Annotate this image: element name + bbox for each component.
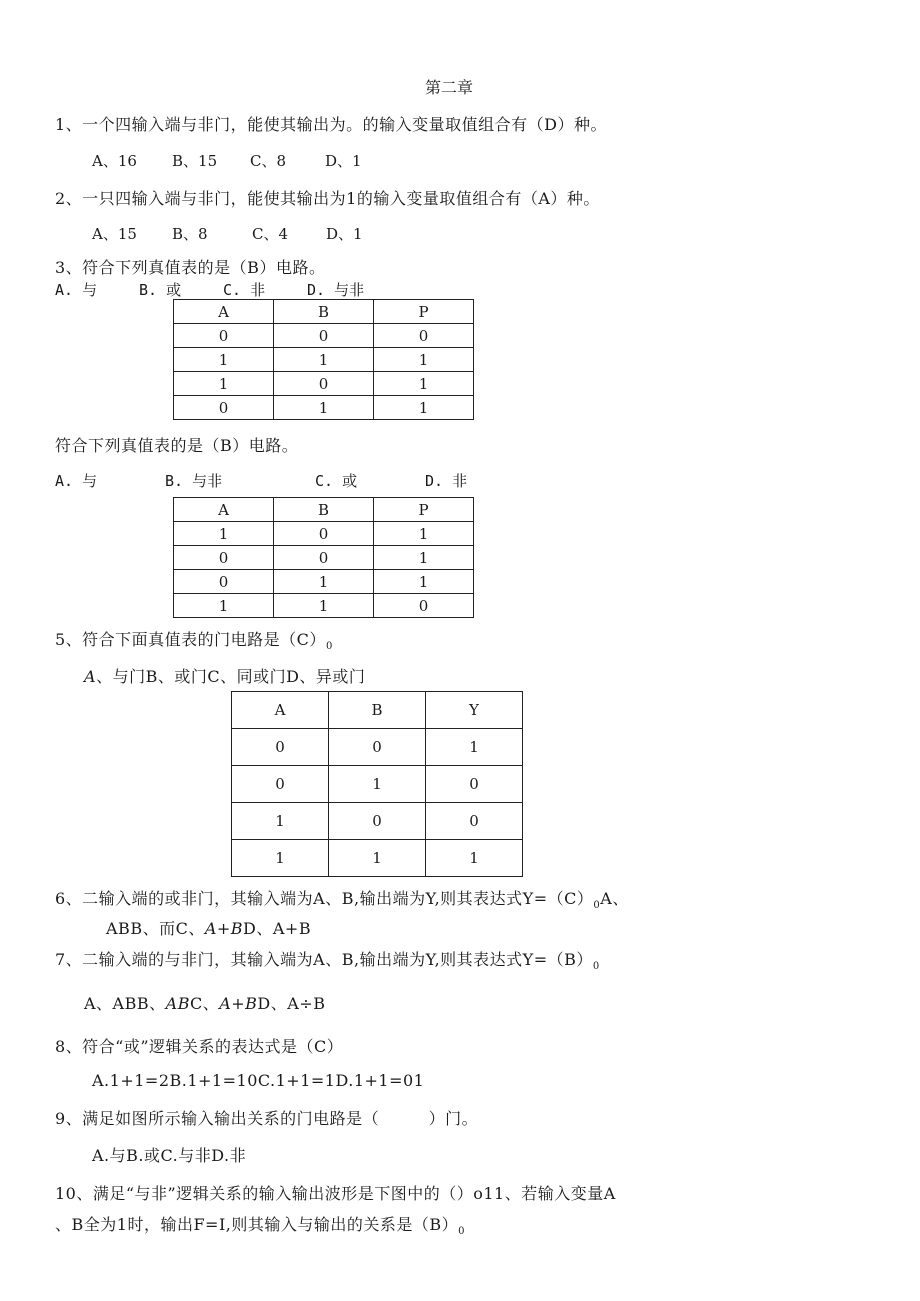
table-cell: 1 (374, 570, 474, 594)
option-a: A. 与 (55, 281, 98, 299)
option-c: C、8 (250, 152, 287, 170)
question-5-text (55, 627, 333, 652)
question-3-options (55, 279, 364, 300)
options-part-b: AB (165, 994, 190, 1013)
header-cell: A (232, 692, 329, 729)
question-6-tail: A、 (600, 889, 629, 908)
option-b: B. 与非 (165, 472, 223, 490)
option-a: A、16 (92, 152, 137, 170)
question-4-text: 符合下列真值表的是（B）电路。 (55, 436, 299, 455)
table-cell: 1 (374, 372, 474, 396)
question-6-sub: 0 (593, 900, 601, 911)
header-cell: B (329, 692, 426, 729)
option-a-prefix: A (84, 667, 97, 686)
table-cell: 0 (232, 766, 329, 803)
table-header-row (232, 692, 523, 729)
table-row (232, 803, 523, 840)
table-cell: 1 (174, 348, 274, 372)
table-cell: 1 (374, 546, 474, 570)
question-11-sub: 0 (458, 1226, 465, 1237)
question-8-options: A.1+1=2B.1+1=10C.1+1=1D.1+1=01 (92, 1071, 425, 1090)
truth-table-q4 (173, 497, 474, 618)
table-cell: 1 (274, 570, 374, 594)
table-cell: 1 (329, 840, 426, 877)
options-part-a: A、ABB、 (84, 994, 166, 1013)
question-2-options (92, 223, 363, 244)
question-6-options (106, 916, 311, 939)
table-cell: 0 (174, 570, 274, 594)
table-row (174, 594, 474, 618)
table-cell: 0 (329, 803, 426, 840)
options-part-b: A+B (204, 919, 244, 938)
table-cell: 0 (274, 546, 374, 570)
options-part-c: D、A+B (243, 919, 312, 938)
header-cell: A (174, 300, 274, 324)
question-5-body: 5、符合下面真值表的门电路是（C） (55, 630, 326, 649)
table-cell: 1 (426, 729, 523, 766)
question-7-sub: 0 (592, 961, 600, 972)
table-row (174, 324, 474, 348)
question-1-options (92, 150, 362, 171)
option-d: D. 与非 (307, 281, 365, 299)
question-4-options (55, 470, 467, 491)
option-c: C. 或 (315, 472, 358, 490)
table-row (232, 840, 523, 877)
table-cell: 0 (274, 372, 374, 396)
table-cell: 0 (174, 546, 274, 570)
option-a: A. 与 (55, 472, 98, 490)
table-cell: 1 (232, 803, 329, 840)
table-cell: 0 (374, 594, 474, 618)
option-b: B. 或 (139, 281, 182, 299)
option-b: B、15 (172, 152, 218, 170)
table-row (174, 372, 474, 396)
question-6-body: 6、二输入端的或非门，其输入端为A、B,输出端为Y,则其表达式Y=（C） (55, 889, 594, 908)
table-cell: 1 (174, 522, 274, 546)
table-row (174, 348, 474, 372)
table-cell: 0 (274, 522, 374, 546)
question-8-text: 8、符合“或”逻辑关系的表达式是（C） (55, 1037, 344, 1056)
table-cell: 1 (374, 522, 474, 546)
table-cell: 0 (426, 803, 523, 840)
table-row (174, 546, 474, 570)
question-7-text (55, 947, 600, 972)
header-cell: P (374, 498, 474, 522)
options-part-c: C、 (189, 994, 220, 1013)
table-header-row (174, 498, 474, 522)
question-5-options (84, 664, 365, 687)
option-d: D. 非 (425, 472, 468, 490)
question-9-options: A.与B.或C.与非D.非 (92, 1146, 247, 1165)
table-cell: 1 (232, 840, 329, 877)
table-row (232, 766, 523, 803)
table-cell: 1 (274, 396, 374, 420)
option-d: D、1 (325, 152, 362, 170)
table-row (174, 570, 474, 594)
options-part-d: A+B (219, 994, 258, 1013)
question-9-text: 9、满足如图所示输入输出关系的门电路是（ ）门。 (55, 1109, 479, 1128)
option-c: C、4 (252, 225, 289, 243)
options-part-a: ABB、而C、 (106, 919, 205, 938)
table-cell: 0 (426, 766, 523, 803)
table-cell: 1 (374, 396, 474, 420)
table-cell: 1 (374, 348, 474, 372)
option-b: B、8 (172, 225, 208, 243)
question-11-text (55, 1212, 465, 1237)
option-c: C. 非 (223, 281, 266, 299)
question-2-text: 2、一只四输入端与非门，能使其输出为1的输入变量取值组合有（A）种。 (55, 189, 600, 208)
table-cell: 1 (274, 348, 374, 372)
table-cell: 0 (329, 729, 426, 766)
table-header-row (174, 300, 474, 324)
header-cell: A (174, 498, 274, 522)
table-cell: 0 (232, 729, 329, 766)
option-a: A、15 (92, 225, 137, 243)
table-cell: 1 (426, 840, 523, 877)
table-cell: 0 (174, 396, 274, 420)
header-cell: B (274, 300, 374, 324)
header-cell: Y (426, 692, 523, 729)
table-row (232, 729, 523, 766)
option-d: D、1 (326, 225, 363, 243)
table-row (174, 396, 474, 420)
table-cell: 0 (374, 324, 474, 348)
truth-table-q5 (231, 691, 523, 877)
question-11-body: 、B全为1时，输出F=I,则其输入与输出的关系是（B） (55, 1215, 459, 1234)
question-1-text: 1、一个四输入端与非门，能使其输出为。的输入变量取值组合有（D）种。 (55, 115, 608, 134)
table-cell: 0 (274, 324, 374, 348)
header-cell: B (274, 498, 374, 522)
question-5-suffix: 0 (325, 641, 333, 652)
table-cell: 1 (329, 766, 426, 803)
question-7-body: 7、二输入端的与非门，其输入端为A、B,输出端为Y,则其表达式Y=（B） (55, 950, 593, 969)
table-cell: 1 (274, 594, 374, 618)
question-7-options (84, 991, 325, 1014)
question-10-text: 10、满足“与非”逻辑关系的输入输出波形是下图中的（）o11、若输入变量A (55, 1184, 616, 1203)
table-cell: 1 (174, 372, 274, 396)
header-cell: P (374, 300, 474, 324)
options-line: 、与门B、或门C、同或门D、异或门 (96, 667, 366, 686)
question-3-text: 3、符合下列真值表的是（B）电路。 (55, 258, 326, 277)
chapter-title: 第二章 (425, 78, 474, 97)
truth-table-q3 (173, 299, 474, 420)
table-cell: 1 (174, 594, 274, 618)
table-row (174, 522, 474, 546)
question-6-text (55, 886, 629, 911)
table-cell: 0 (174, 324, 274, 348)
options-part-e: D、A÷B (257, 994, 326, 1013)
